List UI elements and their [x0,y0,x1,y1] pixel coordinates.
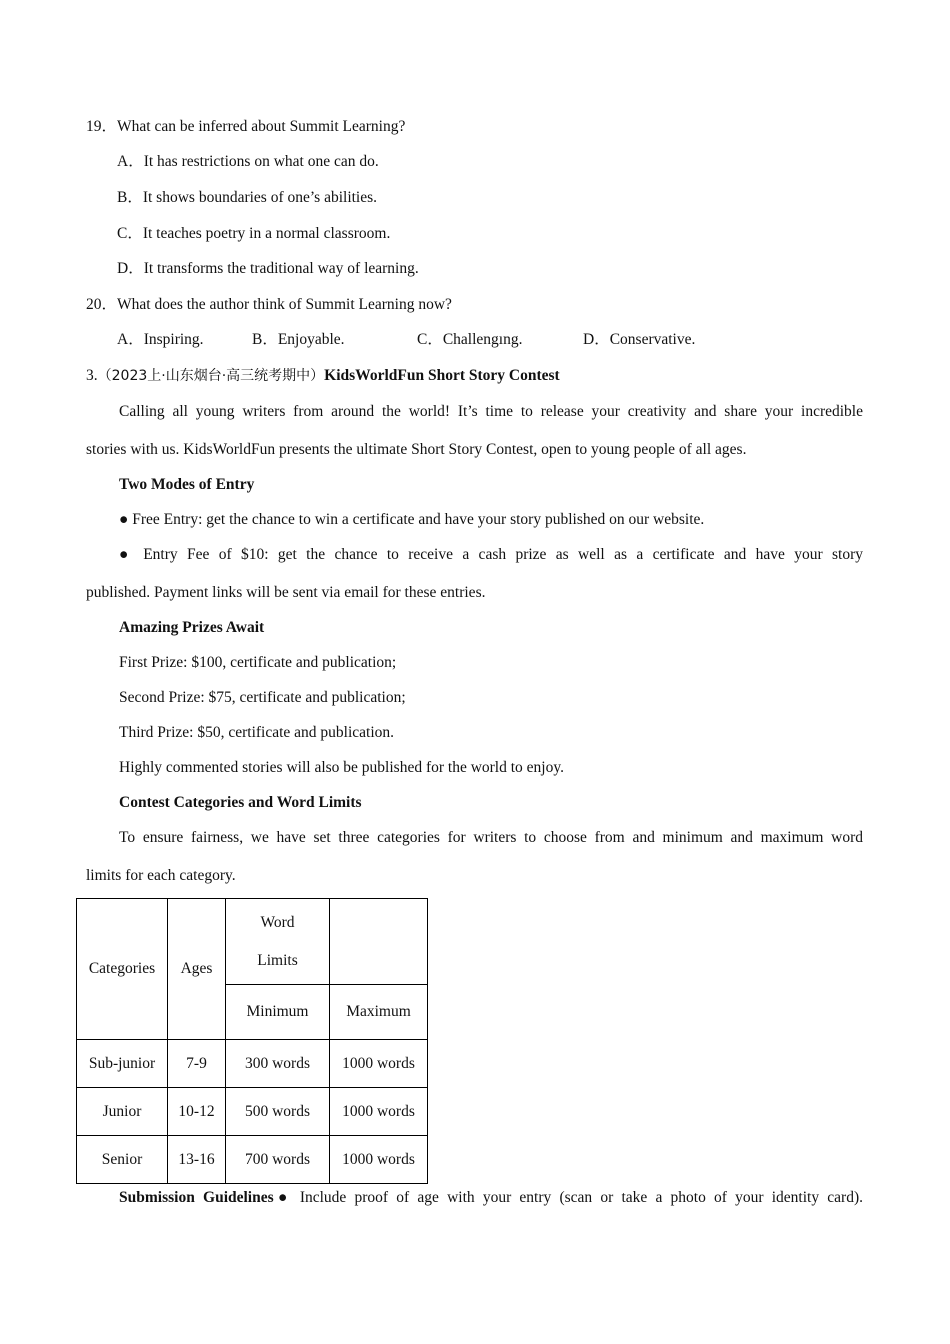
q19-option-a: A．It has restrictions on what one can do. [117,153,379,170]
q20-option-a: A．Inspiring. [117,331,204,348]
passage-header [86,366,560,386]
cell-ages: 13-16 [168,1136,226,1184]
word-limits-table [76,898,428,1184]
cell-ages: 7-9 [168,1040,226,1088]
prize-second: Second Prize: $75, certificate and publication; [119,689,406,706]
cell-minimum: 300 words [226,1040,330,1088]
header-ages: Ages [168,899,226,1040]
header-minimum: Minimum [226,985,330,1040]
q20-option-d: D．Conservative. [583,331,696,348]
categories-heading: Contest Categories and Word Limits [119,794,362,811]
intro-line-1: Calling all young writers from around the world! It’s time to release your creativity and share your incredible [119,403,863,420]
q20-option-c: C．Challengıng. [417,331,523,348]
q19-option-c: C．It teaches poetry in a normal classroom. [117,225,391,242]
passage-source: （2023上·山东烟台·高三统考期中） [97,368,325,384]
q20-option-b: B．Enjoyable. [252,331,345,348]
q19-option-d: D．It transforms the traditional way of learning. [117,260,419,277]
mode-free-entry: ● Free Entry: get the chance to win a certificate and have your story published on our website. [119,511,705,528]
q20-stem: 20．What does the author think of Summit Learning now? [86,296,452,313]
table-row [77,1136,428,1184]
prizes-heading: Amazing Prizes Await [119,619,265,636]
q19-stem: 19．What can be inferred about Summit Learning? [86,118,406,135]
categories-line-2: limits for each category. [86,867,236,884]
guidelines-line [119,1188,863,1208]
prize-note: Highly commented stories will also be published for the world to enjoy. [119,759,564,776]
header-maximum: Maximum [330,985,428,1040]
table-row [77,1088,428,1136]
cell-maximum: 1000 words [330,1040,428,1088]
cell-minimum: 500 words [226,1088,330,1136]
guidelines-text: ● Include proof of age with your entry (scan or take a photo of your identity card). [273,1189,863,1206]
table-header-row [77,899,428,985]
header-limits: Limits [257,951,298,969]
guidelines-heading: Submission Guidelines [119,1189,274,1206]
header-word-limits [226,899,330,985]
prize-third: Third Prize: $50, certificate and publication. [119,724,395,741]
cell-category: Sub-junior [77,1040,168,1088]
mode-fee-line-1: ● Entry Fee of $10: get the chance to receive a cash prize as well as a certificate and have your story [119,546,863,563]
passage-title: KidsWorldFun Short Story Contest [324,367,560,384]
cell-ages: 10-12 [168,1088,226,1136]
cell-category: Junior [77,1088,168,1136]
intro-line-2: stories with us. KidsWorldFun presents the ultimate Short Story Contest, open to young people of all ages. [86,441,747,458]
categories-line-1: To ensure fairness, we have set three categories for writers to choose from and minimum and maximum word [119,829,863,846]
mode-fee-line-2: published. Payment links will be sent via email for these entries. [86,584,486,601]
header-empty-cell [330,899,428,985]
table-row [77,1040,428,1088]
modes-heading: Two Modes of Entry [119,476,255,493]
cell-maximum: 1000 words [330,1136,428,1184]
header-categories: Categories [77,899,168,1040]
cell-minimum: 700 words [226,1136,330,1184]
passage-number: 3. [86,367,98,384]
prize-first: First Prize: $100, certificate and publication; [119,654,397,671]
header-word: Word [260,913,295,931]
cell-category: Senior [77,1136,168,1184]
cell-maximum: 1000 words [330,1088,428,1136]
q19-option-b: B．It shows boundaries of one’s abilities. [117,189,378,206]
